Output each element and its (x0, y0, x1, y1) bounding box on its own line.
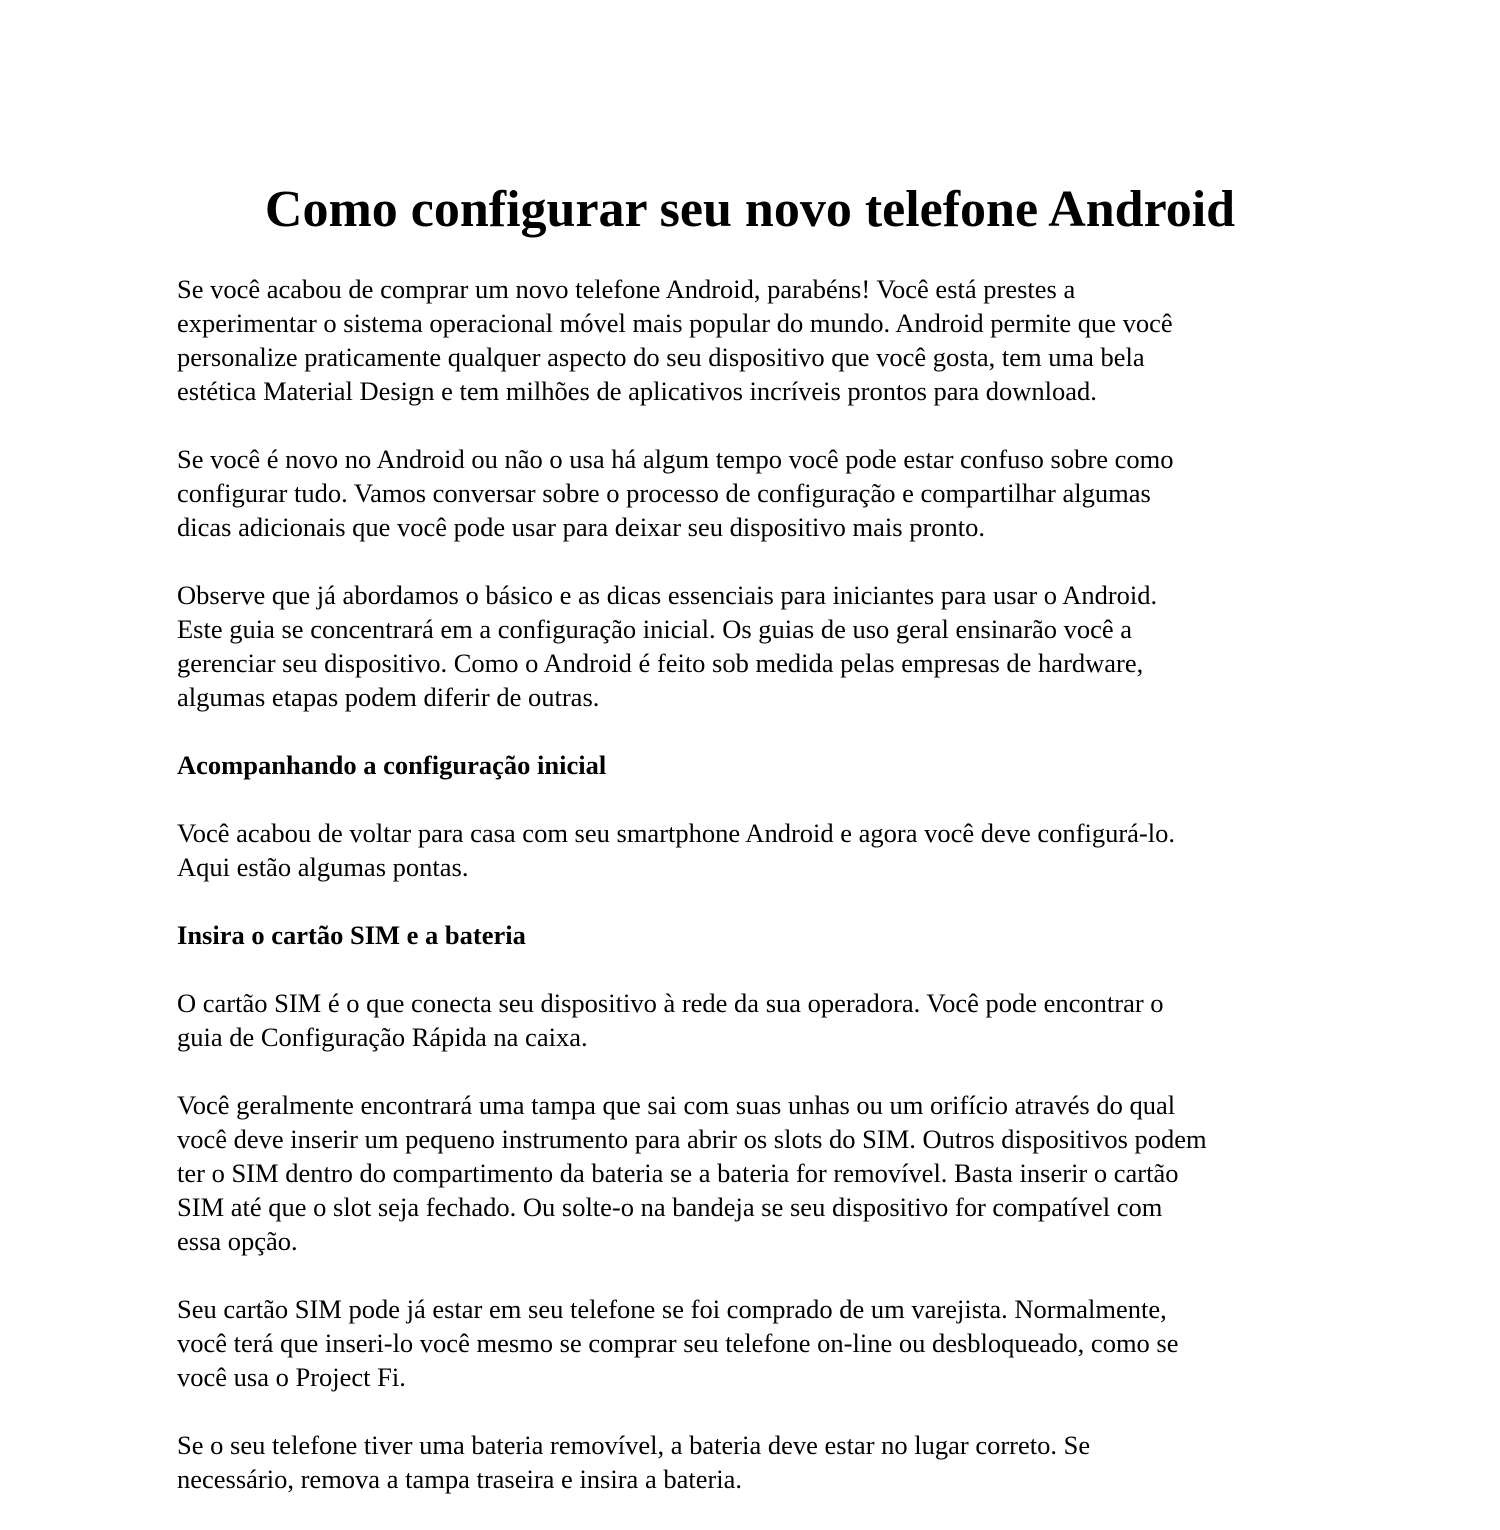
text-line: necessário, remova a tampa traseira e insira a bateria. (177, 1464, 743, 1494)
text-line: você usa o Project Fi. (177, 1362, 406, 1392)
text-line: Você geralmente encontrará uma tampa que sai com suas unhas ou um orifício através do qual (177, 1090, 1176, 1120)
paragraph (177, 1088, 1377, 1258)
section-heading (177, 748, 1377, 782)
paragraph (177, 1292, 1377, 1394)
text-line: dicas adicionais que você pode usar para deixar seu dispositivo mais pronto. (177, 512, 986, 542)
text-line: Insira o cartão SIM e a bateria (177, 920, 526, 950)
paragraph (177, 986, 1377, 1054)
paragraph (177, 578, 1377, 714)
text-line: configurar tudo. Vamos conversar sobre o processo de configuração e compartilhar algumas (177, 478, 1151, 508)
text-line: gerenciar seu dispositivo. Como o Android é feito sob medida pelas empresas de hardware, (177, 648, 1144, 678)
text-line: Se você é novo no Android ou não o usa há algum tempo você pode estar confuso sobre como (177, 444, 1174, 474)
paragraph (177, 1428, 1377, 1496)
text-line: Se você acabou de comprar um novo telefone Android, parabéns! Você está prestes a (177, 274, 1076, 304)
text-line: personalize praticamente qualquer aspecto do seu dispositivo que você gosta, tem uma bela (177, 342, 1145, 372)
text-line: Acompanhando a configuração inicial (177, 750, 607, 780)
text-line: Você acabou de voltar para casa com seu smartphone Android e agora você deve configurá-lo. (177, 818, 1176, 848)
text-line: Se o seu telefone tiver uma bateria removível, a bateria deve estar no lugar correto. Se (177, 1430, 1091, 1460)
text-line: Seu cartão SIM pode já estar em seu telefone se foi comprado de um varejista. Normalmente, (177, 1294, 1167, 1324)
text-line: O cartão SIM é o que conecta seu dispositivo à rede da sua operadora. Você pode encontrar o (177, 988, 1164, 1018)
text-line: você terá que inseri-lo você mesmo se comprar seu telefone on-line ou desbloqueado, como se (177, 1328, 1179, 1358)
text-line: guia de Configuração Rápida na caixa. (177, 1022, 588, 1052)
section-heading (177, 918, 1377, 952)
document-title: Como configurar seu novo telefone Android (264, 181, 1236, 238)
text-line: algumas etapas podem diferir de outras. (177, 682, 600, 712)
text-line: experimentar o sistema operacional móvel mais popular do mundo. Android permite que você (177, 308, 1173, 338)
paragraph (177, 816, 1377, 884)
text-line: estética Material Design e tem milhões de aplicativos incríveis prontos para download. (177, 376, 1097, 406)
text-line: você deve inserir um pequeno instrumento para abrir os slots do SIM. Outros dispositivos podem (177, 1124, 1207, 1154)
text-line: SIM até que o slot seja fechado. Ou solte-o na bandeja se seu dispositivo for compatível com (177, 1192, 1163, 1222)
text-line: ter o SIM dentro do compartimento da bateria se a bateria for removível. Basta inserir o cartão (177, 1158, 1179, 1188)
document-body (177, 272, 1377, 1530)
text-line: Aqui estão algumas pontas. (177, 852, 469, 882)
text-line: essa opção. (177, 1226, 298, 1256)
text-line: Este guia se concentrará em a configuração inicial. Os guias de uso geral ensinarão você a (177, 614, 1133, 644)
paragraph (177, 442, 1377, 544)
text-line: Observe que já abordamos o básico e as dicas essenciais para iniciantes para usar o Android. (177, 580, 1158, 610)
paragraph (177, 272, 1377, 408)
